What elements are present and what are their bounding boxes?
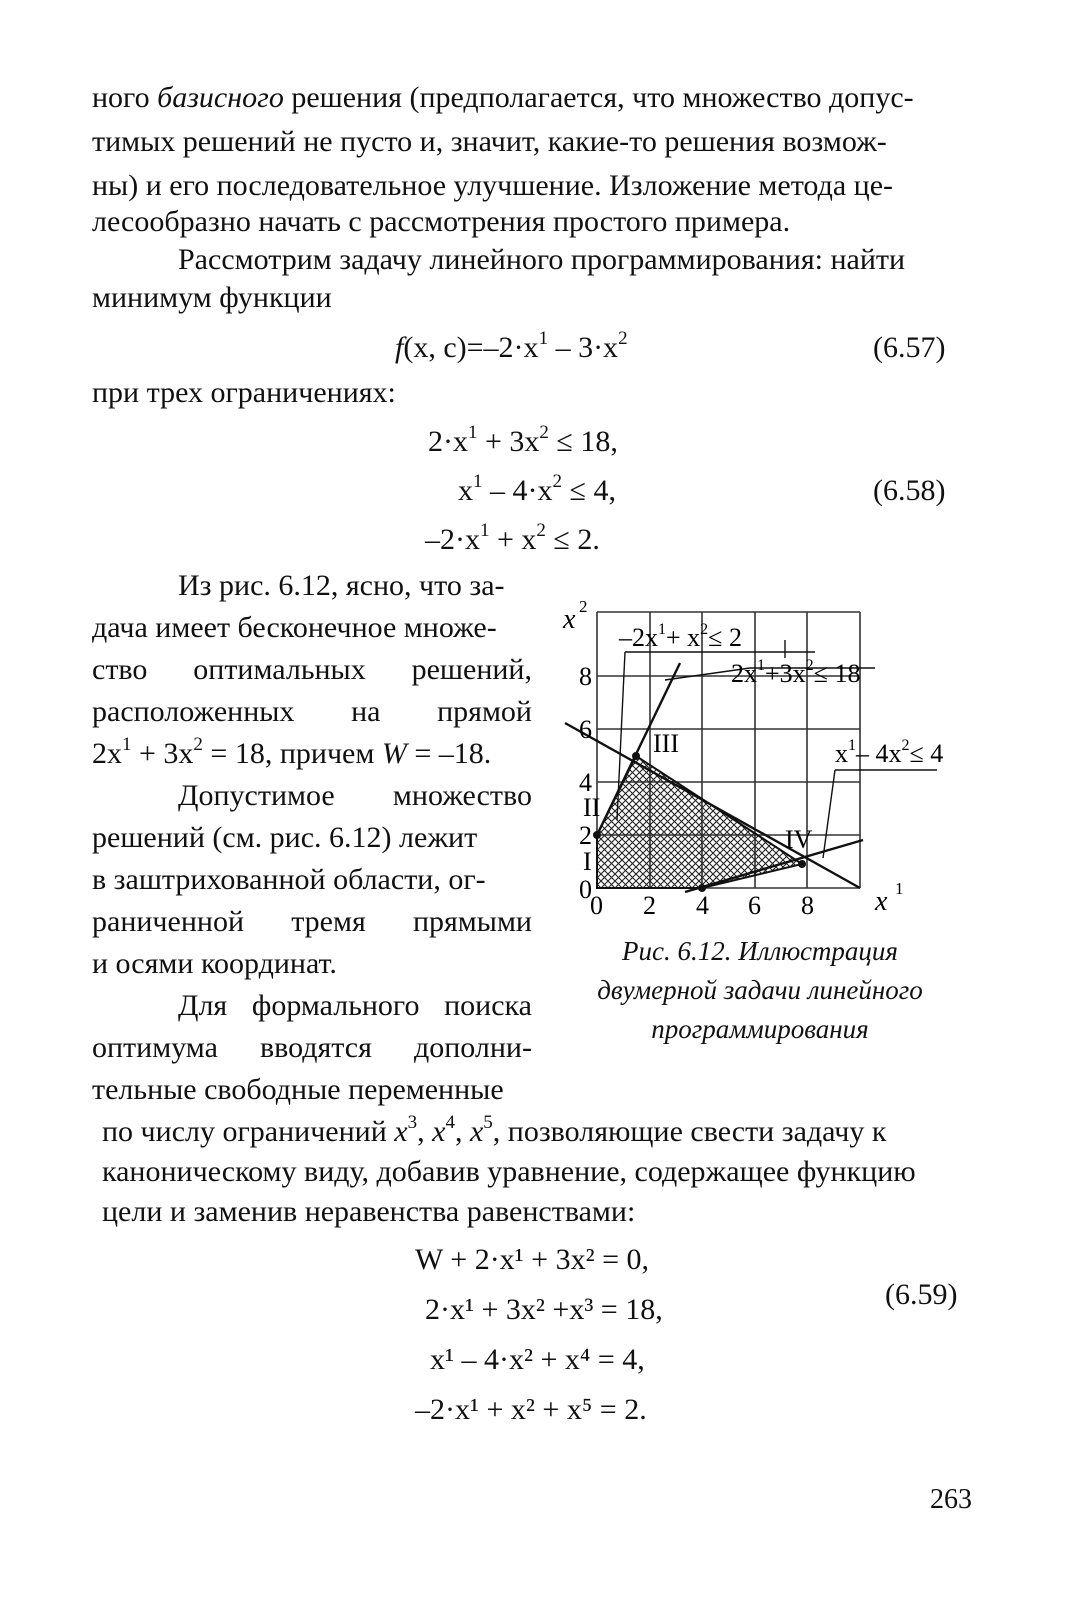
x-tick-label: 8 [801,891,814,920]
constraints-intro: при трех ограничениях: [92,376,396,409]
side-p2-line-2: решений (см. рис. 6.12) лежит [92,821,478,854]
region-label-III: III [653,729,679,758]
page-number: 263 [930,1484,972,1515]
after-line-1: по числу ограничений $x^3$, $x^4$, $x^5$, позволяющие свести задачу к [102,1112,887,1148]
constraint-3: $-2\cdot x^1 + x^2 \le 2$. [425,520,600,556]
y-tick-label: 8 [579,662,592,691]
x-axis-label: x [875,886,888,917]
vertex-point [632,752,640,760]
region-label-IV: IV [785,825,813,854]
intro-line-2: тимых решений не пусто и, значит, какие-то решения возмож- [92,125,887,158]
side-p3-line-2: оптимума вводятся дополни- [92,1031,532,1064]
intro-line-1: ного базисного решения (предполагается, что множество допус- [92,81,914,114]
y-tick-label: 2 [579,821,592,850]
side-line-5: $2x^1 + 3x^2 = 18$, причем W = –18. [92,734,492,770]
side-p2-line-5: и осями координат. [92,947,337,980]
label-constraint-3: $-2x^1+ x^2\le 2$ [619,621,742,652]
constraint-2: $x^1 - 4\cdot x^2 \le 4$, [458,471,616,507]
after-line-3: цели и заменив неравенства равенствами: [102,1195,636,1228]
equation-6-59-row-2: 2·x¹ + 3x² +x³ = 18, [425,1293,663,1326]
side-line-3: ство оптимальных решений, [92,653,532,686]
side-p2-line-1: Допустимое множество [178,779,532,812]
label-constraint-2: $x^1-$ $4x^2\le 4$ [835,737,944,768]
x-axis-sup: 1 [895,879,904,898]
equation-6-59-row-3: x¹ – 4·x² + x⁴ = 4, [430,1343,645,1376]
side-p2-line-3: в заштрихованной области, ог- [92,863,486,896]
equation-number-6-59: (6.59) [885,1278,958,1311]
x-tick-label: 2 [643,891,656,920]
region-label-I: I [583,847,592,876]
problem-line-2: минимум функции [92,281,332,314]
y-tick-label: 6 [579,715,592,744]
figure-6-12 [545,580,965,930]
equation-number-6-58: (6.58) [873,474,946,507]
x-tick-label: 4 [696,891,709,920]
constraint-1: $2\cdot x^1 + 3x^2 \le 18$, [428,422,618,458]
intro-line-4: лесообразно начать с рассмотрения простого примера. [92,205,791,238]
equation-6-57: f(x, $c)=-2\cdot x^1 - 3\cdot x^2$ [395,328,628,364]
y-axis-sup: 2 [579,597,588,616]
side-p3-line-1: Для формального поиска [178,989,532,1022]
figure-caption [550,932,970,1049]
side-line-2: дача имеет бесконечное множе- [92,611,497,644]
x-tick-label: 0 [590,891,603,920]
problem-line-1: Рассмотрим задачу линейного программирования: найти [178,243,906,276]
equation-number-6-57: (6.57) [873,331,946,364]
side-p3-line-3: тельные свободные переменные [92,1073,504,1106]
intro-line-3: ны) и его последовательное улучшение. Изложение метода це- [92,169,894,202]
figure-caption-line-3: программирования [651,1014,869,1044]
side-line-1: Из рис. 6.12, ясно, что за- [178,569,505,602]
figure-caption-line-2: двумерной задачи линейного [597,975,923,1005]
feasible-region [597,756,802,888]
y-axis-label: x [563,604,576,635]
label-constraint-1: $2x^1+3x^2\le 18$ [731,657,861,688]
vertex-point [798,860,806,868]
equation-6-59-row-4: –2·x¹ + x² + x⁵ = 2. [415,1393,647,1426]
side-line-4: расположенных на прямой [92,695,532,728]
y-tick-label: 4 [579,768,592,797]
region-label-II: II [583,793,601,822]
y-tick-label: 0 [579,875,592,904]
after-line-2: каноническому виду, добавив уравнение, содержащее функцию [102,1155,916,1188]
equation-6-59-row-1: W + 2·x¹ + 3x² = 0, [415,1243,650,1276]
side-p2-line-4: раниченной тремя прямыми [92,905,532,938]
figure-caption-line-1: Рис. 6.12. Иллюстрация [622,936,898,966]
x-tick-label: 6 [748,891,761,920]
vertex-point [593,831,601,839]
